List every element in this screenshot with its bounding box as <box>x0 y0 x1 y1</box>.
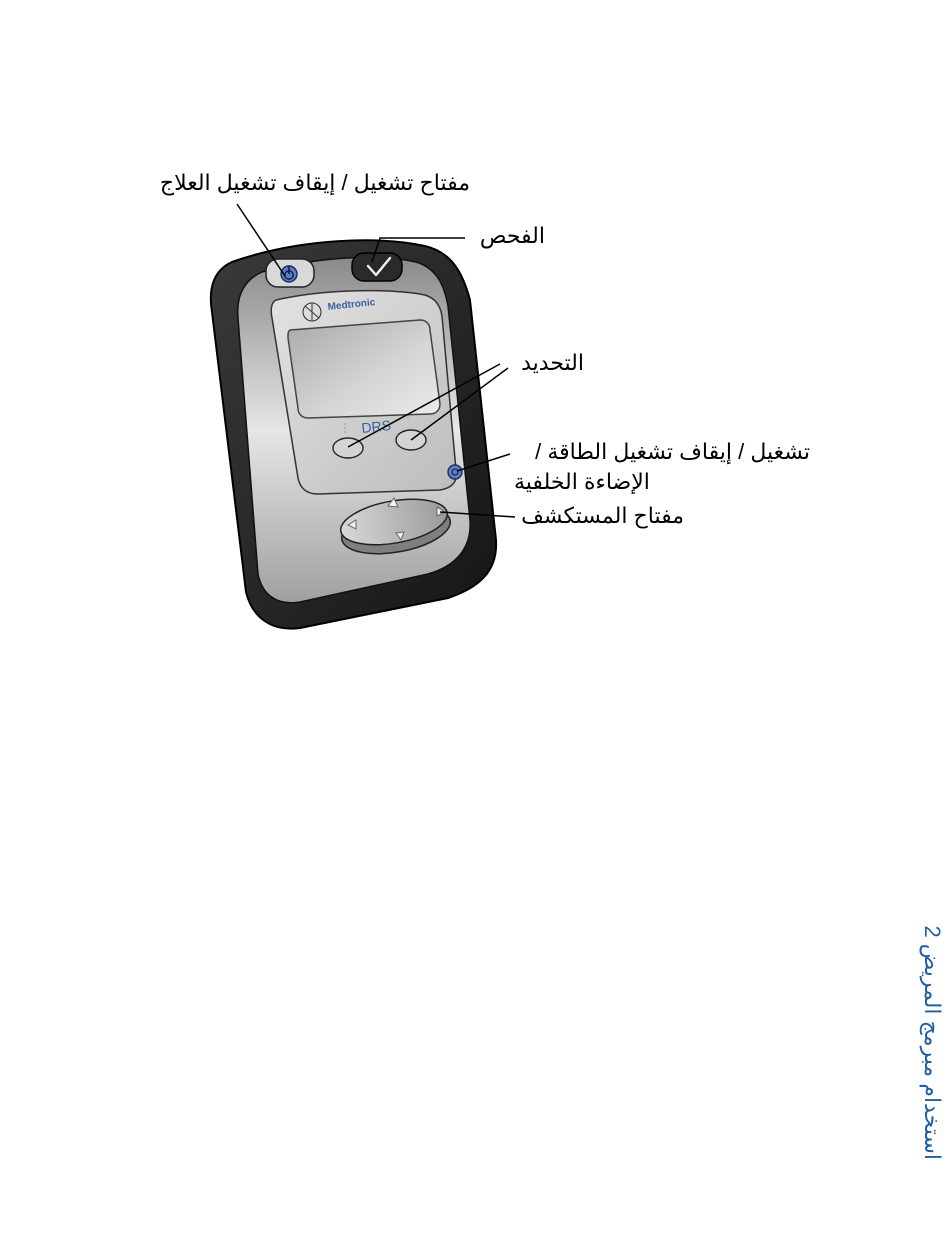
label-select: التحديد <box>521 350 584 375</box>
check-button[interactable] <box>352 253 402 281</box>
chapter-side-tab <box>918 875 946 1160</box>
label-navigator: مفتاح المستكشف <box>521 503 684 528</box>
label-power-backlight <box>514 437 810 497</box>
label-therapy-on-off: مفتاح تشغيل / إيقاف تشغيل العلاج <box>159 170 470 195</box>
model-label: DRS <box>360 416 392 436</box>
lcd-screen <box>288 320 440 418</box>
power-backlight-button[interactable] <box>448 465 462 479</box>
therapy-on-off-button[interactable] <box>266 259 314 287</box>
label-power-line1: تشغيل / إيقاف تشغيل الطاقة / <box>535 439 810 464</box>
label-power-line2: الإضاءة الخلفية <box>514 469 650 494</box>
chapter-side-tab-text: استخدام مبرمج المريض 2 <box>920 925 945 1160</box>
label-check: الفحص <box>479 223 545 248</box>
brand-text: Medtronic <box>327 297 376 313</box>
